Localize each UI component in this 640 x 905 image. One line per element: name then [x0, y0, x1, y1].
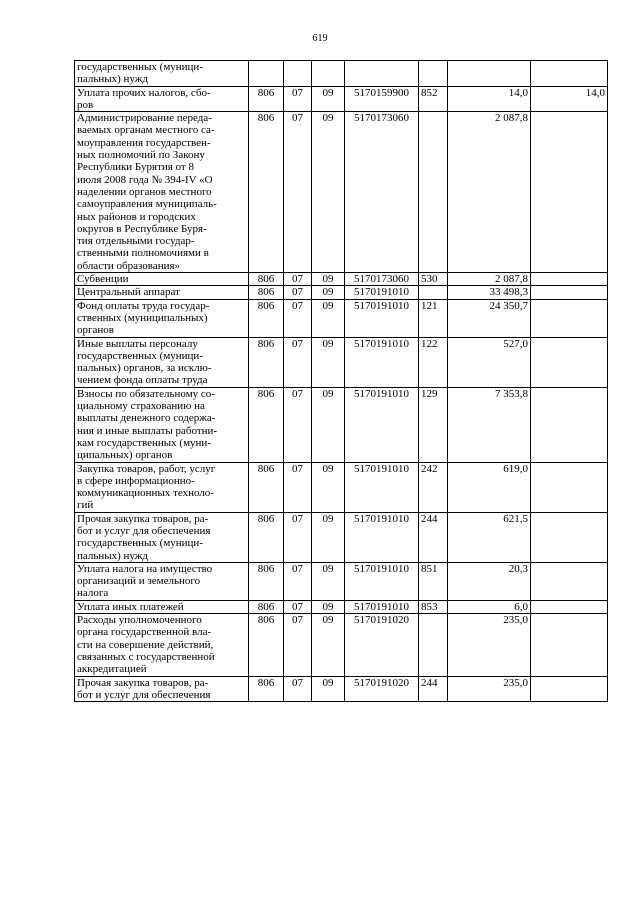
row-target-article-cell: 5170191010	[345, 600, 419, 613]
row-ved-code-cell: 806	[249, 337, 284, 387]
row-name-cell: Закупка товаров, работ, услуг в сфере информационно- коммуникационных техноло- гий	[75, 462, 249, 512]
row-subsection-code-cell: 09	[312, 676, 345, 702]
row-amount-cell: 20,3	[448, 562, 531, 600]
row-ved-code-cell: 806	[249, 462, 284, 512]
row-amount-cell: 24 350,7	[448, 299, 531, 337]
row-expense-type-cell: 852	[419, 86, 448, 112]
row-target-article-cell: 5170191020	[345, 676, 419, 702]
row-name-cell: Расходы уполномоченного органа государственной вла- сти на совершение действий, связанных с государственной аккредитацией	[75, 614, 249, 676]
row-target-article-cell: 5170191010	[345, 387, 419, 462]
row-target-article-cell: 5170159900	[345, 86, 419, 112]
row-subsection-code-cell: 09	[312, 562, 345, 600]
row-amount-cell: 619,0	[448, 462, 531, 512]
row-ved-code-cell: 806	[249, 387, 284, 462]
row-expense-type-cell	[419, 112, 448, 273]
row-amount-cell	[448, 61, 531, 87]
row-section-code-cell: 07	[284, 562, 312, 600]
row-name-cell: Уплата иных платежей	[75, 600, 249, 613]
row-name-cell: Прочая закупка товаров, ра- бот и услуг для обеспечения государственных (муници- пальных) нужд	[75, 512, 249, 562]
row-expense-type-cell: 244	[419, 512, 448, 562]
table-row	[75, 676, 608, 702]
row-expense-type-cell: 242	[419, 462, 448, 512]
row-subsection-code-cell: 09	[312, 462, 345, 512]
row-target-article-cell: 5170191020	[345, 614, 419, 676]
table-row	[75, 562, 608, 600]
row-section-code-cell: 07	[284, 512, 312, 562]
row-amount-cell: 14,0	[448, 86, 531, 112]
row-expense-type-cell	[419, 61, 448, 87]
row-amount-extra-cell	[531, 112, 608, 273]
row-expense-type-cell	[419, 614, 448, 676]
row-target-article-cell: 5170173060	[345, 112, 419, 273]
row-ved-code-cell: 806	[249, 600, 284, 613]
table-row	[75, 286, 608, 299]
row-target-article-cell: 5170191010	[345, 337, 419, 387]
row-ved-code-cell: 806	[249, 112, 284, 273]
row-expense-type-cell: 530	[419, 273, 448, 286]
row-target-article-cell: 5170191010	[345, 512, 419, 562]
row-amount-extra-cell	[531, 462, 608, 512]
row-section-code-cell	[284, 61, 312, 87]
row-name-cell: Уплата налога на имущество организаций и земельного налога	[75, 562, 249, 600]
row-ved-code-cell: 806	[249, 512, 284, 562]
budget-table-body	[75, 61, 608, 702]
row-section-code-cell: 07	[284, 86, 312, 112]
row-name-cell: Прочая закупка товаров, ра- бот и услуг для обеспечения	[75, 676, 249, 702]
row-subsection-code-cell: 09	[312, 86, 345, 112]
row-target-article-cell: 5170191010	[345, 299, 419, 337]
row-amount-cell: 621,5	[448, 512, 531, 562]
row-section-code-cell: 07	[284, 112, 312, 273]
row-ved-code-cell: 806	[249, 86, 284, 112]
row-name-cell: Субвенции	[75, 273, 249, 286]
row-expense-type-cell	[419, 286, 448, 299]
table-row	[75, 61, 608, 87]
row-ved-code-cell: 806	[249, 562, 284, 600]
row-name-cell: государственных (муници- пальных) нужд	[75, 61, 249, 87]
row-name-cell: Администрирование переда- ваемых органам местного са- моуправления государствен- ных полномочий по Закону Республики Бурятия от 8 июля 2008 года № 394-IV «О наделении органов местного самоуправления муниципаль- ных районов и городских округов в Республике Буря- тия отдельными государ- ственными полномочиями в области образования»	[75, 112, 249, 273]
row-section-code-cell: 07	[284, 273, 312, 286]
row-amount-extra-cell	[531, 562, 608, 600]
row-amount-cell: 2 087,8	[448, 112, 531, 273]
row-ved-code-cell: 806	[249, 614, 284, 676]
row-target-article-cell: 5170191010	[345, 562, 419, 600]
row-subsection-code-cell: 09	[312, 286, 345, 299]
row-name-cell: Уплата прочих налогов, сбо- ров	[75, 86, 249, 112]
row-subsection-code-cell	[312, 61, 345, 87]
row-section-code-cell: 07	[284, 299, 312, 337]
row-amount-cell: 33 498,3	[448, 286, 531, 299]
row-subsection-code-cell: 09	[312, 387, 345, 462]
table-row	[75, 387, 608, 462]
row-ved-code-cell: 806	[249, 299, 284, 337]
row-amount-cell: 2 087,8	[448, 273, 531, 286]
row-amount-extra-cell	[531, 61, 608, 87]
row-section-code-cell: 07	[284, 286, 312, 299]
table-row	[75, 600, 608, 613]
row-ved-code-cell: 806	[249, 273, 284, 286]
row-amount-extra-cell	[531, 512, 608, 562]
row-amount-cell: 6,0	[448, 600, 531, 613]
row-subsection-code-cell: 09	[312, 112, 345, 273]
row-ved-code-cell	[249, 61, 284, 87]
row-ved-code-cell: 806	[249, 286, 284, 299]
row-expense-type-cell: 122	[419, 337, 448, 387]
row-ved-code-cell: 806	[249, 676, 284, 702]
row-name-cell: Иные выплаты персоналу государственных (муници- пальных) органов, за исклю- чением фонда оплаты труда	[75, 337, 249, 387]
row-amount-extra-cell	[531, 614, 608, 676]
table-row	[75, 512, 608, 562]
row-expense-type-cell: 853	[419, 600, 448, 613]
row-target-article-cell: 5170173060	[345, 273, 419, 286]
row-amount-extra-cell	[531, 273, 608, 286]
row-subsection-code-cell: 09	[312, 299, 345, 337]
row-expense-type-cell: 851	[419, 562, 448, 600]
row-amount-cell: 235,0	[448, 676, 531, 702]
row-section-code-cell: 07	[284, 614, 312, 676]
row-name-cell: Взносы по обязательному со- циальному страхованию на выплаты денежного содержа- ния и иные выплаты работни- кам государственных (муни- ципальных) органов	[75, 387, 249, 462]
table-row	[75, 273, 608, 286]
row-amount-extra-cell	[531, 600, 608, 613]
table-row	[75, 462, 608, 512]
budget-table	[74, 60, 608, 702]
row-amount-extra-cell	[531, 337, 608, 387]
row-subsection-code-cell: 09	[312, 337, 345, 387]
row-section-code-cell: 07	[284, 462, 312, 512]
table-row	[75, 86, 608, 112]
page-number: 619	[312, 33, 328, 44]
table-row	[75, 614, 608, 676]
row-name-cell: Фонд оплаты труда государ- ственных (муниципальных) органов	[75, 299, 249, 337]
row-subsection-code-cell: 09	[312, 614, 345, 676]
table-row	[75, 112, 608, 273]
row-amount-cell: 527,0	[448, 337, 531, 387]
row-section-code-cell: 07	[284, 600, 312, 613]
row-name-cell: Центральный аппарат	[75, 286, 249, 299]
row-amount-extra-cell: 14,0	[531, 86, 608, 112]
row-expense-type-cell: 244	[419, 676, 448, 702]
row-amount-cell: 7 353,8	[448, 387, 531, 462]
row-subsection-code-cell: 09	[312, 512, 345, 562]
row-target-article-cell	[345, 61, 419, 87]
row-amount-extra-cell	[531, 387, 608, 462]
row-amount-extra-cell	[531, 676, 608, 702]
row-expense-type-cell: 129	[419, 387, 448, 462]
row-subsection-code-cell: 09	[312, 273, 345, 286]
row-section-code-cell: 07	[284, 387, 312, 462]
row-amount-extra-cell	[531, 299, 608, 337]
row-target-article-cell: 5170191010	[345, 462, 419, 512]
row-expense-type-cell: 121	[419, 299, 448, 337]
row-target-article-cell: 5170191010	[345, 286, 419, 299]
row-section-code-cell: 07	[284, 676, 312, 702]
table-row	[75, 337, 608, 387]
row-section-code-cell: 07	[284, 337, 312, 387]
row-amount-cell: 235,0	[448, 614, 531, 676]
row-amount-extra-cell	[531, 286, 608, 299]
table-row	[75, 299, 608, 337]
row-subsection-code-cell: 09	[312, 600, 345, 613]
